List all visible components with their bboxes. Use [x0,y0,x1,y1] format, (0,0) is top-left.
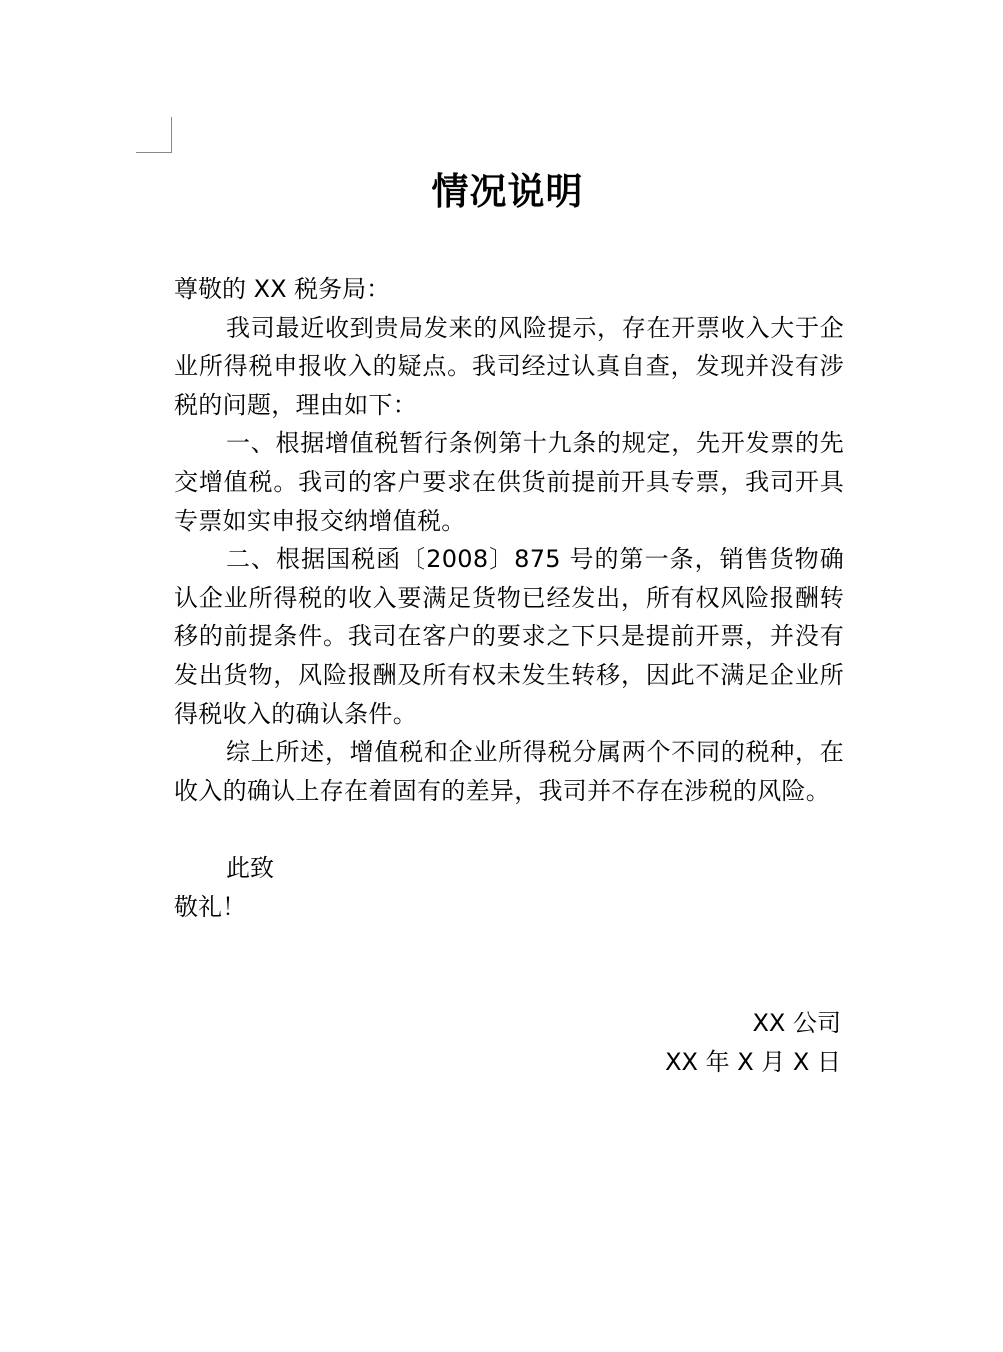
paragraph-intro: 我司最近收到贵局发来的风险提示，存在开票收入大于企业所得税申报收入的疑点。我司经过认真自查，发现并没有涉税的问题，理由如下： [174,313,844,419]
paragraph-point-1: 一、根据增值税暂行条例第十九条的规定，先开发票的先交增值税。我司的客户要求在供货前提前开具专票，我司开具专票如实申报交纳增值税。 [174,429,844,535]
paragraph-conclusion: 综上所述，增值税和企业所得税分属两个不同的税种，在收入的确认上存在着固有的差异，我司并不存在涉税的风险。 [174,738,844,805]
page-corner-mark [136,117,172,153]
document-title: 情况说明 [431,170,584,213]
document-body [174,270,844,926]
closing-line-2: 敬礼！ [174,892,246,921]
blank-line [174,810,844,849]
closing-line-1: 此致 [226,853,274,882]
signature-block [665,1004,841,1081]
salutation: 尊敬的 XX 税务局： [174,275,391,303]
signature-company: XX 公司 [752,1009,841,1037]
signature-date: XX 年 X 月 X 日 [665,1047,841,1076]
paragraph-point-2: 二、根据国税函〔2008〕875 号的第一条，销售货物确认企业所得税的收入要满足货物已经发出，所有权风险报酬转移的前提条件。我司在客户的要求之下只是提前开票，并没有发出货物，风险报酬及所有权未发生转移，因此不满足企业所得税收入的确认条件。 [174,545,844,728]
